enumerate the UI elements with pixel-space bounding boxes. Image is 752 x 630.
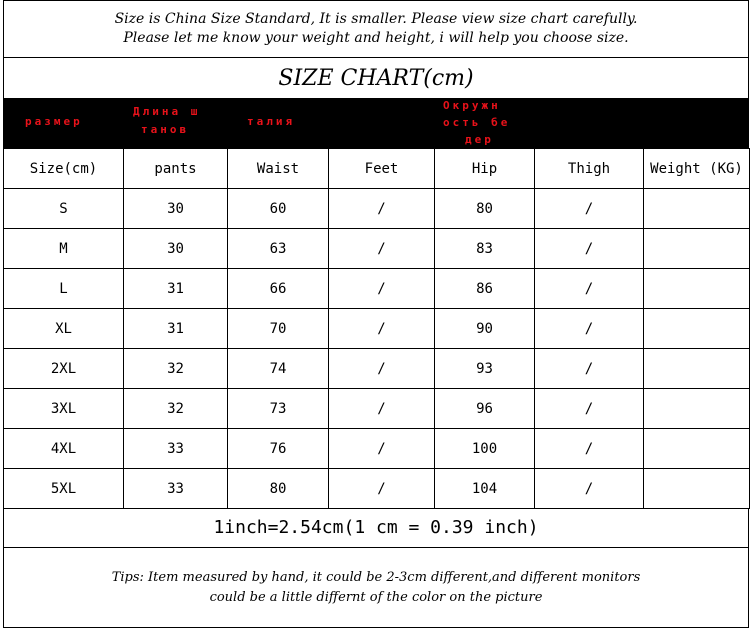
table-cell	[644, 189, 750, 229]
table-cell: 76	[228, 429, 329, 469]
table-cell: 73	[228, 389, 329, 429]
table-cell: /	[329, 269, 435, 309]
table-cell: /	[329, 389, 435, 429]
table-cell: /	[535, 309, 644, 349]
table-cell: /	[535, 389, 644, 429]
notice-line-2: Please let me know your weight and height, i will help you choose size.	[123, 30, 629, 46]
table-cell: /	[535, 229, 644, 269]
table-cell: M	[4, 229, 124, 269]
tips-line-2: could be a little differnt of the color on the picture	[209, 589, 543, 605]
table-cell: 63	[228, 229, 329, 269]
ru-label-length-line-1: Длина ш	[133, 105, 201, 118]
tips-line-1: Tips: Item measured by hand, it could be 2-3cm different,and different monitors	[111, 569, 641, 585]
table-cell: 33	[124, 469, 228, 509]
table-row	[4, 269, 750, 309]
table-cell: 100	[435, 429, 535, 469]
table-cell: 4XL	[4, 429, 124, 469]
ru-label-hip-line-3: дер	[465, 133, 494, 146]
table-cell: 33	[124, 429, 228, 469]
table-cell: 60	[228, 189, 329, 229]
table-row	[4, 309, 750, 349]
table-header-row	[4, 149, 750, 189]
table-cell: XL	[4, 309, 124, 349]
table-cell	[644, 309, 750, 349]
table-cell: L	[4, 269, 124, 309]
table-cell: 5XL	[4, 469, 124, 509]
notice-line-1: Size is China Size Standard, It is smaller. Please view size chart carefully.	[114, 11, 638, 27]
russian-header-band	[3, 98, 749, 148]
table-cell: 3XL	[4, 389, 124, 429]
ru-label-length-line-2: танов	[141, 123, 190, 136]
chart-title: SIZE CHART(cm)	[3, 58, 749, 98]
table-cell: /	[329, 469, 435, 509]
table-row	[4, 349, 750, 389]
table-cell: 32	[124, 389, 228, 429]
table-row	[4, 189, 750, 229]
table-cell: 2XL	[4, 349, 124, 389]
table-cell: /	[329, 429, 435, 469]
table-cell: 86	[435, 269, 535, 309]
table-row	[4, 429, 750, 469]
table-cell: 66	[228, 269, 329, 309]
table-cell: 31	[124, 269, 228, 309]
table-cell: 90	[435, 309, 535, 349]
column-header: Hip	[435, 149, 535, 189]
table-cell: 96	[435, 389, 535, 429]
ru-label-hip-line-2: ость бе	[443, 116, 511, 129]
table-cell: 80	[435, 189, 535, 229]
column-header: Thigh	[535, 149, 644, 189]
table-cell: 31	[124, 309, 228, 349]
table-row	[4, 469, 750, 509]
column-header: Waist	[228, 149, 329, 189]
table-cell: 104	[435, 469, 535, 509]
table-cell: 32	[124, 349, 228, 389]
table-cell: S	[4, 189, 124, 229]
table-cell	[644, 269, 750, 309]
column-header: pants	[124, 149, 228, 189]
table-cell: /	[535, 269, 644, 309]
table-cell: 74	[228, 349, 329, 389]
table-cell: /	[535, 429, 644, 469]
column-header: Feet	[329, 149, 435, 189]
table-cell: 83	[435, 229, 535, 269]
size-notice	[3, 0, 749, 58]
table-cell	[644, 229, 750, 269]
column-header: Weight (KG)	[644, 149, 750, 189]
table-cell: /	[535, 349, 644, 389]
table-cell: 30	[124, 229, 228, 269]
table-cell: /	[535, 469, 644, 509]
unit-conversion-note: 1inch=2.54cm(1 cm = 0.39 inch)	[3, 508, 749, 548]
column-header: Size(cm)	[4, 149, 124, 189]
table-cell: /	[329, 349, 435, 389]
table-row	[4, 389, 750, 429]
table-cell	[644, 429, 750, 469]
size-table	[3, 148, 750, 509]
table-cell: /	[329, 229, 435, 269]
table-cell: /	[329, 309, 435, 349]
tips-note	[3, 548, 749, 628]
table-cell: /	[535, 189, 644, 229]
table-cell: 93	[435, 349, 535, 389]
table-cell: /	[329, 189, 435, 229]
ru-label-hip-line-1: Окружн	[443, 99, 501, 112]
table-cell: 30	[124, 189, 228, 229]
table-cell	[644, 349, 750, 389]
table-cell	[644, 389, 750, 429]
table-cell: 80	[228, 469, 329, 509]
table-row	[4, 229, 750, 269]
table-cell	[644, 469, 750, 509]
table-cell: 70	[228, 309, 329, 349]
ru-label-waist: талия	[247, 115, 296, 128]
ru-label-size: размер	[25, 115, 83, 128]
